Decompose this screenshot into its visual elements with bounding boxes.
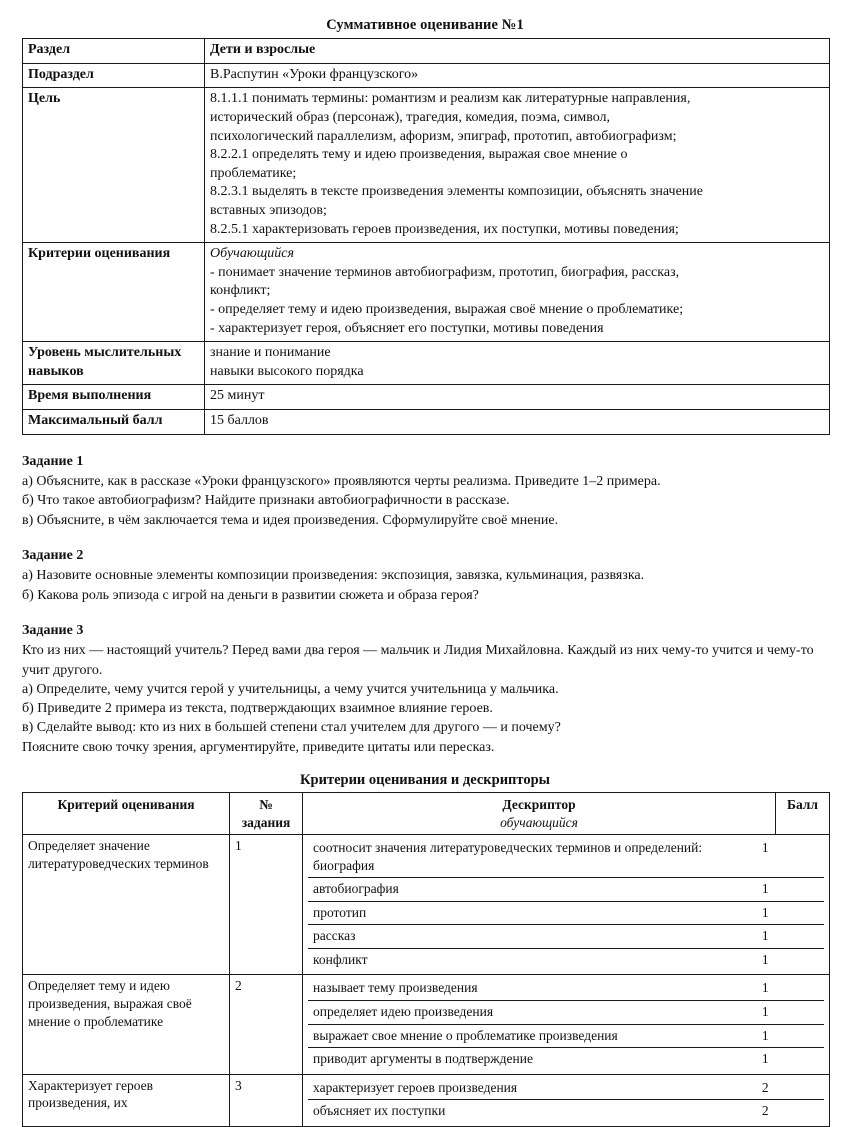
rubric-header-row bbox=[23, 793, 830, 835]
task-line: Кто из них — настоящий учитель? Перед вами два героя — мальчик и Лидия Михайловна. Каждый из них чему-то учится и чему-то учит другого. bbox=[22, 643, 814, 678]
rubric-task-number-cell: 2 bbox=[230, 975, 303, 1074]
rubric-descriptor-score: 2 bbox=[757, 1077, 824, 1100]
rubric-descriptor-score: 1 bbox=[757, 1024, 824, 1048]
rubric-row bbox=[23, 835, 830, 975]
info-row-value-line: - понимает значение терминов автобиографизм, прототип, биография, рассказ, bbox=[210, 264, 680, 280]
info-table-body bbox=[23, 39, 830, 435]
rubric-descriptor-text: выражает свое мнение о проблематике произведения bbox=[308, 1024, 757, 1048]
rubric-criterion-cell: Характеризует героев произведения, их bbox=[23, 1074, 230, 1126]
rubric-descriptor-text: называет тему произведения bbox=[308, 977, 757, 1000]
task-heading: Задание 2 bbox=[22, 547, 84, 563]
info-row-label: Подраздел bbox=[23, 63, 205, 88]
rubric-table bbox=[22, 792, 830, 1127]
rubric-descriptor-text: автобиография bbox=[308, 878, 757, 902]
rubric-descriptor-subtable bbox=[308, 977, 824, 1070]
task-line: б) Какова роль эпизода с игрой на деньги в развитии сюжета и образа героя? bbox=[22, 587, 479, 603]
info-row-value-line: В.Распутин «Уроки французского» bbox=[210, 66, 419, 82]
info-row-label: Цель bbox=[23, 88, 205, 243]
rubric-descriptor-score: 1 bbox=[761, 1051, 769, 1067]
info-row-value-line: вставных эпизодов; bbox=[210, 203, 327, 218]
assessment-info-table bbox=[22, 38, 830, 435]
task-heading: Задание 3 bbox=[22, 622, 84, 638]
info-row-label: Раздел bbox=[23, 39, 205, 64]
info-row-value-line: 8.2.3.1 выделять в тексте произведения элементы композиции, объяснять значение bbox=[210, 184, 704, 200]
info-row-value-line: Дети и взрослые bbox=[210, 42, 316, 58]
task-line: Поясните свою точку зрения, аргументируйте, приведите цитаты или пересказ. bbox=[22, 739, 495, 755]
rubric-descriptor-score: 1 bbox=[757, 1001, 824, 1025]
rubric-descriptor-score: 1 bbox=[757, 837, 824, 878]
info-table-row bbox=[23, 385, 830, 410]
rubric-header-score: Балл bbox=[776, 793, 830, 835]
rubric-criterion-cell: Определяет значение литературоведческих терминов bbox=[23, 835, 230, 975]
rubric-table-body bbox=[23, 835, 830, 1127]
info-row-value-line: проблематике; bbox=[210, 165, 297, 181]
rubric-descriptor-text: прототип bbox=[308, 901, 757, 925]
info-row-label: Максимальный балл bbox=[23, 410, 205, 435]
document-page bbox=[0, 16, 850, 1119]
rubric-header-task-number-line1: № bbox=[259, 797, 273, 813]
rubric-row bbox=[23, 975, 830, 1074]
rubric-descriptor-subtable bbox=[308, 837, 824, 971]
info-row-value bbox=[205, 243, 830, 342]
rubric-header-task-number bbox=[230, 793, 303, 835]
task-block bbox=[22, 452, 828, 530]
info-table-row bbox=[23, 63, 830, 88]
rubric-task-number-cell: 1 bbox=[230, 835, 303, 975]
info-row-value-line: 25 минут bbox=[210, 388, 265, 404]
info-row-value-line: 8.2.2.1 определять тему и идею произведения, выражая свое мнение о bbox=[210, 147, 628, 163]
info-table-row bbox=[23, 410, 830, 435]
rubric-descriptor-row bbox=[308, 925, 824, 949]
rubric-header-descriptor-main: Дескриптор bbox=[502, 797, 576, 813]
tasks-section bbox=[22, 452, 828, 757]
rubric-descriptors-cell bbox=[303, 975, 830, 1074]
info-row-value bbox=[205, 39, 830, 64]
rubric-descriptor-row bbox=[308, 1077, 824, 1100]
info-row-value-line: знание и понимание bbox=[210, 345, 331, 361]
rubric-criterion-cell: Определяет тему и идею произведения, выражая своё мнение о проблематике bbox=[23, 975, 230, 1074]
rubric-descriptor-score: 2 bbox=[761, 1103, 769, 1119]
info-row-value-line: - определяет тему и идею произведения, выражая своё мнение о проблематике; bbox=[210, 302, 684, 318]
rubric-title: Критерии оценивания и дескрипторы bbox=[300, 772, 550, 789]
rubric-descriptor-score: 1 bbox=[757, 901, 824, 925]
info-row-value bbox=[205, 342, 830, 385]
task-line: б) Что такое автобиографизм? Найдите признаки автобиографичности в рассказе. bbox=[22, 493, 510, 509]
task-line: в) Сделайте вывод: кто из них в большей степени стал учителем для другого — и почему? bbox=[22, 720, 561, 736]
task-block bbox=[22, 621, 828, 757]
rubric-descriptor-score: 1 bbox=[757, 925, 824, 949]
info-row-value-line: исторический образ (персонаж), трагедия, комедия, поэма, символ, bbox=[210, 109, 611, 125]
rubric-descriptor-text: соотносит значения литературоведческих терминов и определений: биография bbox=[308, 837, 757, 878]
rubric-descriptor-row bbox=[308, 901, 824, 925]
rubric-descriptors-cell bbox=[303, 835, 830, 975]
rubric-descriptor-row bbox=[308, 977, 824, 1000]
info-row-value-line: 8.1.1.1 понимать термины: романтизм и реализм как литературные направления, bbox=[210, 91, 691, 107]
info-row-value bbox=[205, 385, 830, 410]
rubric-descriptor-row bbox=[308, 1001, 824, 1025]
rubric-descriptor-text: конфликт bbox=[313, 951, 368, 967]
rubric-descriptor-text: объясняет их поступки bbox=[313, 1103, 446, 1119]
rubric-descriptor-text: определяет идею произведения bbox=[308, 1001, 757, 1025]
rubric-header-descriptor-sub: обучающийся bbox=[500, 814, 578, 830]
task-block bbox=[22, 546, 828, 605]
info-table-row bbox=[23, 88, 830, 243]
rubric-descriptor-text: приводит аргументы в подтверждение bbox=[313, 1051, 533, 1067]
rubric-descriptor-score: 1 bbox=[757, 977, 824, 1000]
task-line: б) Приведите 2 примера из текста, подтверждающих взаимное влияние героев. bbox=[22, 701, 493, 717]
task-line: в) Объясните, в чём заключается тема и идея произведения. Сформулируйте своё мнение. bbox=[22, 512, 559, 528]
rubric-descriptor-text: рассказ bbox=[308, 925, 757, 949]
info-row-value-line: 8.2.5.1 характеризовать героев произведения, их поступки, мотивы поведения; bbox=[210, 221, 679, 237]
info-table-row bbox=[23, 342, 830, 385]
rubric-descriptor-row bbox=[308, 1024, 824, 1048]
page-title: Суммативное оценивание №1 bbox=[326, 17, 524, 33]
rubric-descriptor-score: 1 bbox=[761, 951, 769, 967]
rubric-descriptor-score: 1 bbox=[757, 878, 824, 902]
rubric-descriptor-row bbox=[308, 948, 824, 971]
info-table-row bbox=[23, 243, 830, 342]
info-table-row bbox=[23, 39, 830, 64]
info-row-value bbox=[205, 410, 830, 435]
rubric-descriptor-text: характеризует героев произведения bbox=[308, 1077, 757, 1100]
task-heading: Задание 1 bbox=[22, 453, 84, 469]
rubric-descriptor-row bbox=[308, 1048, 824, 1071]
rubric-descriptor-row bbox=[308, 1100, 824, 1123]
rubric-descriptors-cell bbox=[303, 1074, 830, 1126]
info-row-value-line: навыки высокого порядка bbox=[210, 363, 364, 379]
info-row-value-line: - характеризует героя, объясняет его поступки, мотивы поведения bbox=[210, 320, 604, 336]
info-row-value-line: конфликт; bbox=[210, 283, 271, 299]
info-row-value-line: 15 баллов bbox=[210, 413, 269, 429]
info-row-label: Критерии оценивания bbox=[23, 243, 205, 342]
rubric-header-task-number-line2: задания bbox=[241, 814, 291, 830]
rubric-row bbox=[23, 1074, 830, 1126]
rubric-descriptor-row bbox=[308, 878, 824, 902]
info-row-value-heading: Обучающийся bbox=[210, 246, 295, 262]
rubric-task-number-cell: 3 bbox=[230, 1074, 303, 1126]
info-row-value-line: психологический параллелизм, афоризм, эпиграф, прототип, автобиографизм; bbox=[210, 128, 677, 144]
info-row-label: Уровень мыслительных навыков bbox=[23, 342, 205, 385]
info-row-value bbox=[205, 63, 830, 88]
task-line: а) Объясните, как в рассказе «Уроки французского» проявляются черты реализма. Приведите 1–2 примера. bbox=[22, 474, 661, 490]
rubric-header-descriptor bbox=[303, 793, 776, 835]
task-line: а) Назовите основные элементы композиции произведения: экспозиция, завязка, кульминация, развязка. bbox=[22, 568, 645, 584]
rubric-header-criterion: Критерий оценивания bbox=[23, 793, 230, 835]
info-row-value bbox=[205, 88, 830, 243]
info-row-label: Время выполнения bbox=[23, 385, 205, 410]
rubric-descriptor-row bbox=[308, 837, 824, 878]
task-line: а) Определите, чему учится герой у учительницы, а чему учится учительница у мальчика. bbox=[22, 681, 559, 697]
